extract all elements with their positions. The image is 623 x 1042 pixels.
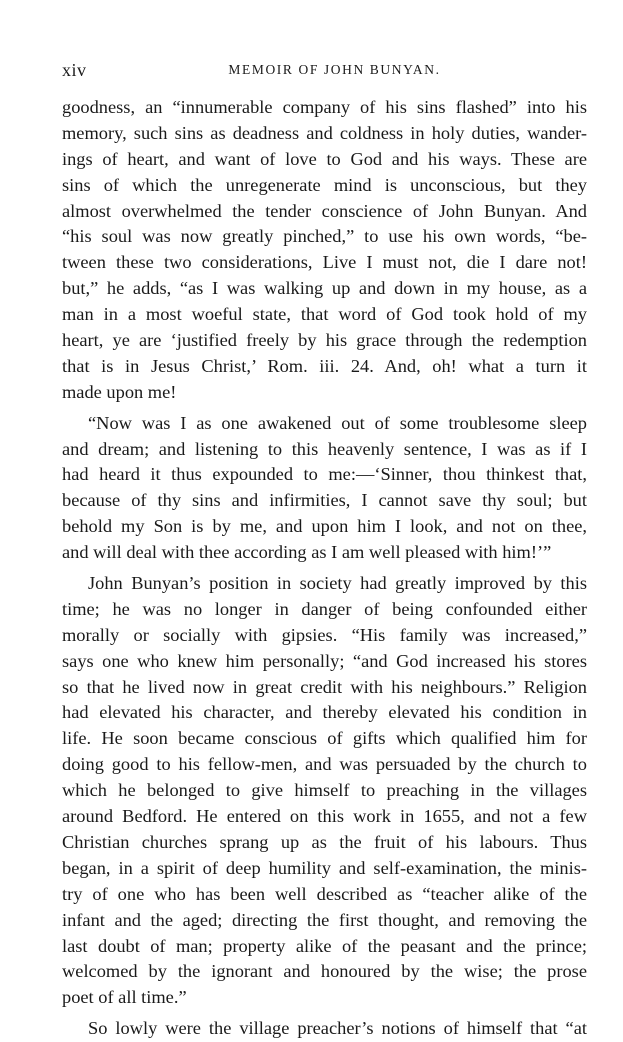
paragraph <box>62 411 587 566</box>
text-line: memory, such sins as deadness and coldness in holy duties, wander- <box>62 122 587 143</box>
text-line: time; he was no longer in danger of being confounded either <box>62 598 587 619</box>
paragraph <box>62 571 587 1011</box>
text-line: “Now was I as one awakened out of some troublesome sleep <box>88 412 587 433</box>
text-line: ings of heart, and want of love to God and his ways. These are <box>62 148 587 169</box>
text-line: and will deal with thee according as I am well pleased with him!’” <box>62 542 552 563</box>
paragraph <box>62 1016 587 1042</box>
body-text <box>62 95 587 1042</box>
text-line: last doubt of man; property alike of the peasant and the prince; <box>62 935 587 956</box>
text-line: life. He soon became conscious of gifts which qualified him for <box>62 728 587 749</box>
page-header <box>62 60 587 84</box>
text-line: So lowly were the village preacher’s notions of himself that “at <box>88 1018 587 1039</box>
text-line: try of one who has been well described as “teacher alike of the <box>62 883 587 904</box>
text-line: sins of which the unregenerate mind is unconscious, but they <box>62 174 587 195</box>
text-line: had elevated his character, and thereby elevated his condition in <box>62 702 587 723</box>
text-line: John Bunyan’s position in society had greatly improved by this <box>88 573 587 594</box>
text-line: doing good to his fellow-men, and was persuaded by the church to <box>62 754 587 775</box>
text-line: had heard it thus expounded to me:—‘Sinner, thou thinkest that, <box>62 464 587 485</box>
text-line: goodness, an “innumerable company of his sins flashed” into his <box>62 97 587 117</box>
text-line: Christian churches sprang up as the fruit of his labours. Thus <box>62 831 587 852</box>
text-line: morally or socially with gipsies. “His family was increased,” <box>62 624 587 645</box>
text-line: poet of all time.” <box>62 987 187 1008</box>
text-line: says one who knew him personally; “and God increased his stores <box>62 650 587 671</box>
text-line: that is in Jesus Christ,’ Rom. iii. 24. And, oh! what a turn it <box>62 355 587 376</box>
text-line: “his soul was now greatly pinched,” to use his own words, “be- <box>62 226 587 247</box>
page-number: xiv <box>62 60 87 80</box>
text-line: because of thy sins and infirmities, I cannot save thy soul; but <box>62 490 587 511</box>
text-line: made upon me! <box>62 381 177 402</box>
text-line: almost overwhelmed the tender conscience of John Bunyan. And <box>62 200 587 221</box>
text-line: around Bedford. He entered on this work in 1655, and not a few <box>62 806 587 827</box>
text-line: but,” he adds, “as I was walking up and down in my house, as a <box>62 278 587 299</box>
text-line: heart, ye are ‘justified freely by his grace through the redemption <box>62 330 587 351</box>
text-line: and dream; and listening to this heavenly sentence, I was as if I <box>62 438 587 459</box>
text-line: welcomed by the ignorant and honoured by the wise; the prose <box>62 961 587 982</box>
paragraph <box>62 95 587 406</box>
text-line: tween these two considerations, Live I must not, die I dare not! <box>62 252 587 273</box>
text-line: began, in a spirit of deep humility and self-examination, the minis- <box>62 857 587 878</box>
text-line: man in a most woeful state, that word of God took hold of my <box>62 304 587 325</box>
text-line: so that he lived now in great credit with his neighbours.” Religion <box>62 676 587 697</box>
text-line: infant and the aged; directing the first thought, and removing the <box>62 909 587 930</box>
text-line: behold my Son is by me, and upon him I look, and not on thee, <box>62 516 587 537</box>
text-line: which he belonged to give himself to preaching in the villages <box>62 780 587 801</box>
running-title: MEMOIR OF JOHN BUNYAN. <box>228 62 441 77</box>
